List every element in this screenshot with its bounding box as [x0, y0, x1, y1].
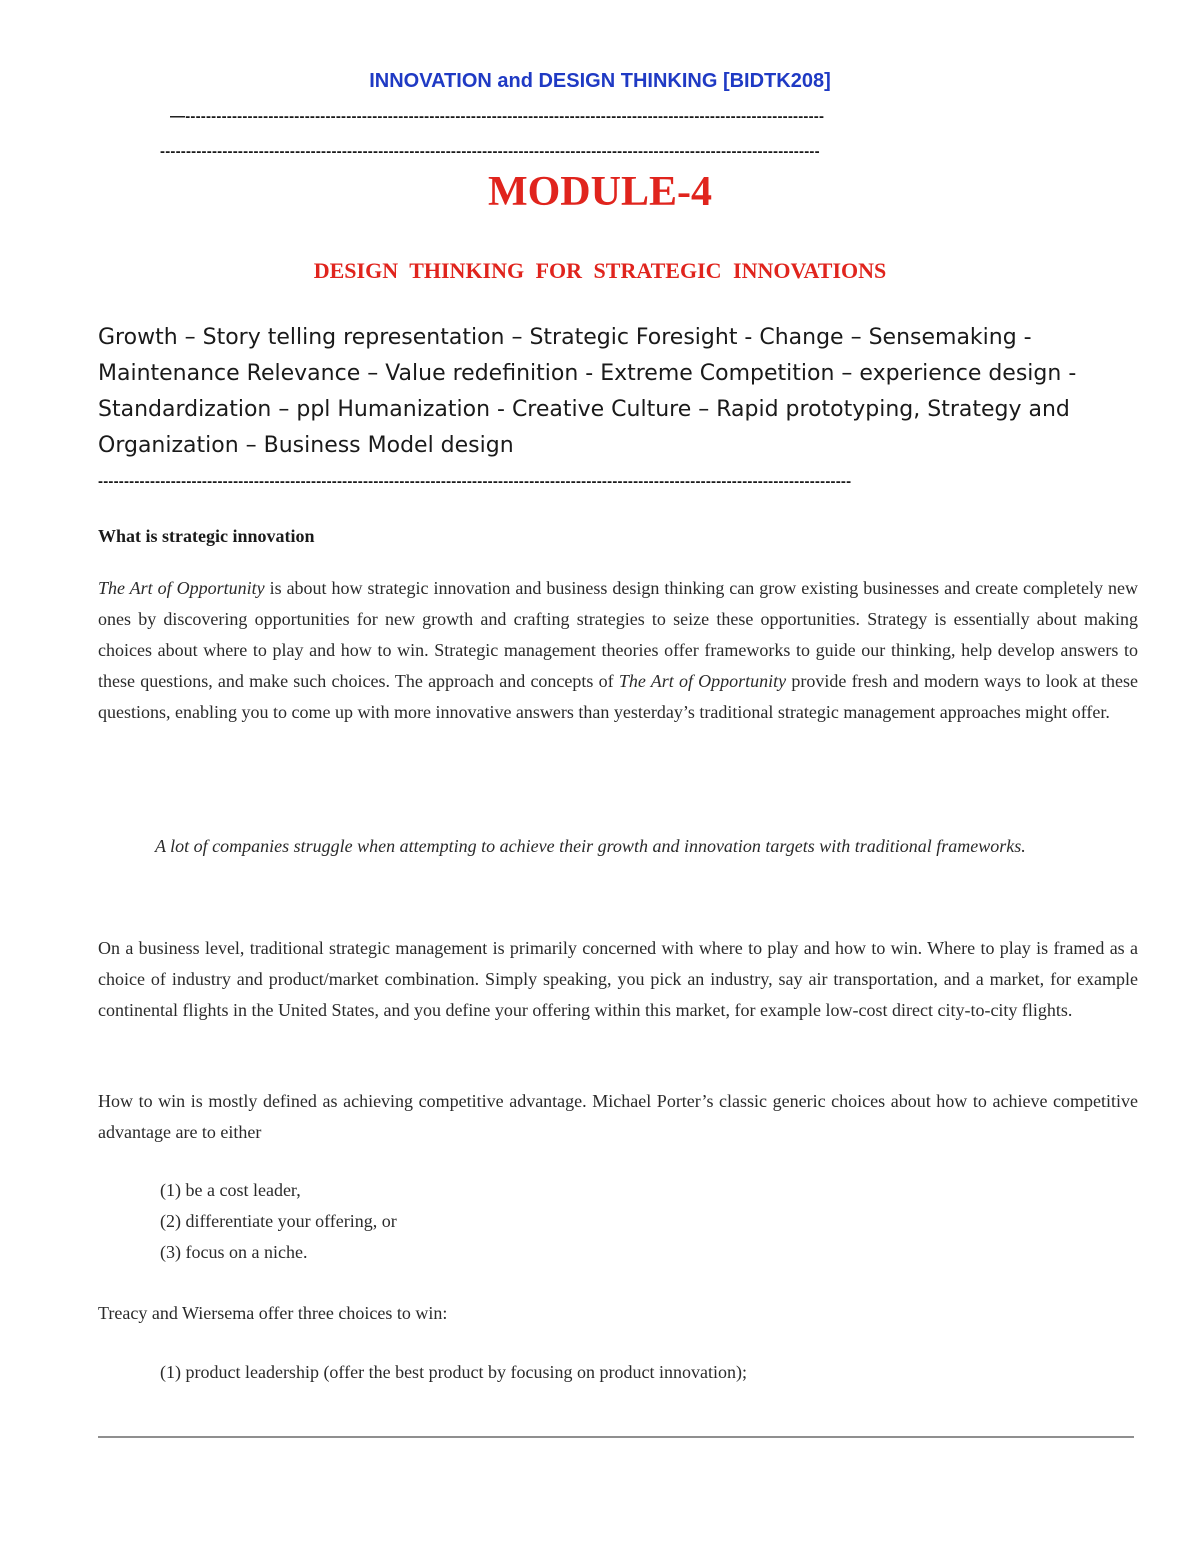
page-divider: [98, 1436, 1134, 1438]
section-heading: What is strategic innovation: [98, 526, 315, 546]
treacy-choices-list: [160, 1357, 1120, 1388]
list-item: (3) focus on a niche.: [160, 1242, 308, 1262]
module-title: MODULE-4: [488, 169, 712, 215]
porter-choices-list: [160, 1175, 1120, 1268]
book-title: The Art of Opportunity: [618, 671, 787, 691]
list-item: (1) be a cost leader,: [160, 1180, 301, 1200]
paragraph: On a business level, traditional strategic management is primarily concerned with where to play and how to win. Where to play is framed as a choice of industry and product/market combination. Simply speaking, you pick an industry, say air transportation, and a market, for example continental flights in the United States, and you define your offering within this market, for example low-cost direct city-to-city flights.: [98, 938, 1138, 1020]
dashed-rule: -------------------------------------------------------------------------------------------------------------------------------: [160, 143, 820, 160]
list-item: (1) product leadership (offer the best product by focusing on product innovation);: [160, 1362, 748, 1382]
course-title: INNOVATION and DESIGN THINKING [BIDTK208]: [369, 70, 831, 92]
dashed-rule: —---------------------------------------------------------------------------------------------------------------------------: [170, 108, 825, 125]
paragraph: Treacy and Wiersema offer three choices to win:: [98, 1303, 448, 1323]
paragraph: How to win is mostly defined as achieving competitive advantage. Michael Porter’s classic generic choices about how to achieve competitive advantage are to either: [98, 1091, 1138, 1142]
quote: A lot of companies struggle when attempting to achieve their growth and innovation targets with traditional frameworks.: [155, 836, 1026, 856]
module-subtitle: DESIGN THINKING FOR STRATEGIC INNOVATIONS: [313, 258, 887, 283]
topics-list: Growth – Story telling representation – Strategic Foresight - Change – Sensemaking - Maintenance Relevance – Value redefinition - Extreme Competition – experience design - Standardization – ppl Humanization - Creative Culture – Rapid prototyping, Strategy and Organization – Business Model design: [98, 325, 1077, 458]
list-item: (2) differentiate your offering, or: [160, 1211, 397, 1231]
dashed-rule: -------------------------------------------------------------------------------------------------------------------------------------------------: [98, 473, 852, 490]
paragraph-text: provide fresh and modern ways to look at these questions, enabling you to come up with more innovative answers than yesterday’s traditional strategic management approaches might offer.: [98, 671, 1138, 722]
book-title: The Art of Opportunity: [98, 578, 265, 598]
paragraph-text: is about how strategic innovation and business design thinking can grow existing businesses and create completely new ones by discovering opportunities for new growth and crafting strategies to seize these opportunities. Strategy is essentially about making choices about where to play and how to win. Strategic management theories offer frameworks to guide our thinking, help develop answers to these questions, and make such choices. The approach and concepts of: [98, 578, 1138, 691]
paragraph: [98, 573, 1138, 728]
